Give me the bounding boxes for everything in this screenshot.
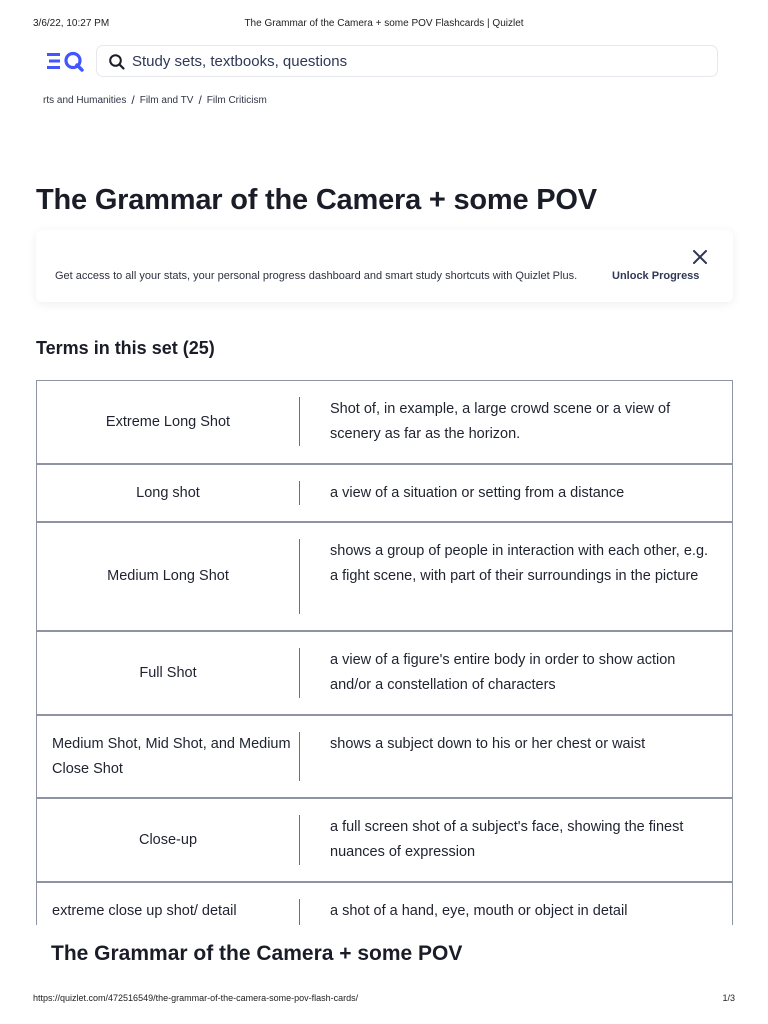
term-word: Medium Long Shot	[107, 568, 229, 584]
term-word: Long shot	[136, 484, 200, 501]
table-row	[37, 523, 732, 632]
term-word: extreme close up shot/ detail	[52, 903, 237, 919]
term-divider	[299, 481, 300, 505]
breadcrumb-item-film-tv[interactable]: Film and TV	[139, 94, 194, 106]
page-title: The Grammar of the Camera + some POV	[36, 184, 597, 216]
term-definition: shows a subject down to his or her chest or waist	[330, 736, 646, 752]
breadcrumb-separator: /	[198, 93, 202, 107]
term-divider	[299, 397, 300, 446]
term-divider	[299, 899, 300, 925]
print-url: https://quizlet.com/472516549/the-grammar-of-the-camera-some-pov-flash-cards/	[33, 993, 359, 1003]
print-doc-title: The Grammar of the Camera + some POV Flashcards | Quizlet	[244, 18, 524, 29]
breadcrumb-separator: /	[131, 93, 135, 107]
term-definition: a view of a situation or setting from a distance	[330, 485, 625, 501]
breadcrumb	[43, 93, 267, 107]
footer-title: The Grammar of the Camera + some POV	[51, 942, 463, 965]
table-row	[37, 799, 732, 883]
term-definition: shows a group of people in interaction with each other, e.g. a fight scene, with part of their surroundings in the picture	[330, 543, 709, 584]
terms-heading: Terms in this set (25)	[36, 338, 215, 358]
unlock-progress-link[interactable]: Unlock Progress	[612, 270, 700, 282]
table-row	[37, 883, 732, 925]
print-footer	[0, 993, 768, 1007]
term-word: Full Shot	[139, 664, 197, 681]
term-divider	[299, 648, 300, 698]
term-definition: a shot of a hand, eye, mouth or object in detail	[330, 903, 628, 919]
term-definition: a view of a figure's entire body in order to show action and/or a constellation of characters	[330, 652, 676, 693]
term-divider	[299, 539, 300, 614]
close-icon[interactable]	[692, 249, 708, 265]
term-definition: Shot of, in example, a large crowd scene or a view of scenery as far as the horizon.	[330, 401, 671, 442]
term-definition: a full screen shot of a subject's face, showing the finest nuances of expression	[330, 819, 684, 860]
search-input[interactable]: Study sets, textbooks, questions	[132, 53, 348, 70]
term-word: Medium Shot, Mid Shot, and Medium Close Shot	[52, 736, 291, 777]
term-divider	[299, 815, 300, 865]
search-bar[interactable]	[96, 45, 718, 77]
print-datetime: 3/6/22, 10:27 PM	[33, 18, 110, 29]
breadcrumb-item-arts[interactable]: rts and Humanities	[43, 94, 127, 106]
promo-text: Get access to all your stats, your personal progress dashboard and smart study shortcuts with Quizlet Plus.	[55, 270, 578, 282]
table-row	[37, 716, 732, 799]
term-divider	[299, 732, 300, 781]
print-page-number: 1/3	[722, 993, 735, 1003]
print-header	[0, 18, 768, 32]
promo-banner	[36, 230, 733, 302]
table-row	[37, 465, 732, 523]
quizlet-logo-icon[interactable]	[46, 50, 86, 72]
table-row	[37, 381, 732, 465]
breadcrumb-item-film-criticism[interactable]: Film Criticism	[206, 94, 267, 106]
table-row	[37, 632, 732, 716]
term-word: Close-up	[138, 831, 198, 848]
terms-table	[36, 380, 733, 925]
term-word: Extreme Long Shot	[105, 413, 231, 430]
search-icon	[108, 53, 126, 71]
